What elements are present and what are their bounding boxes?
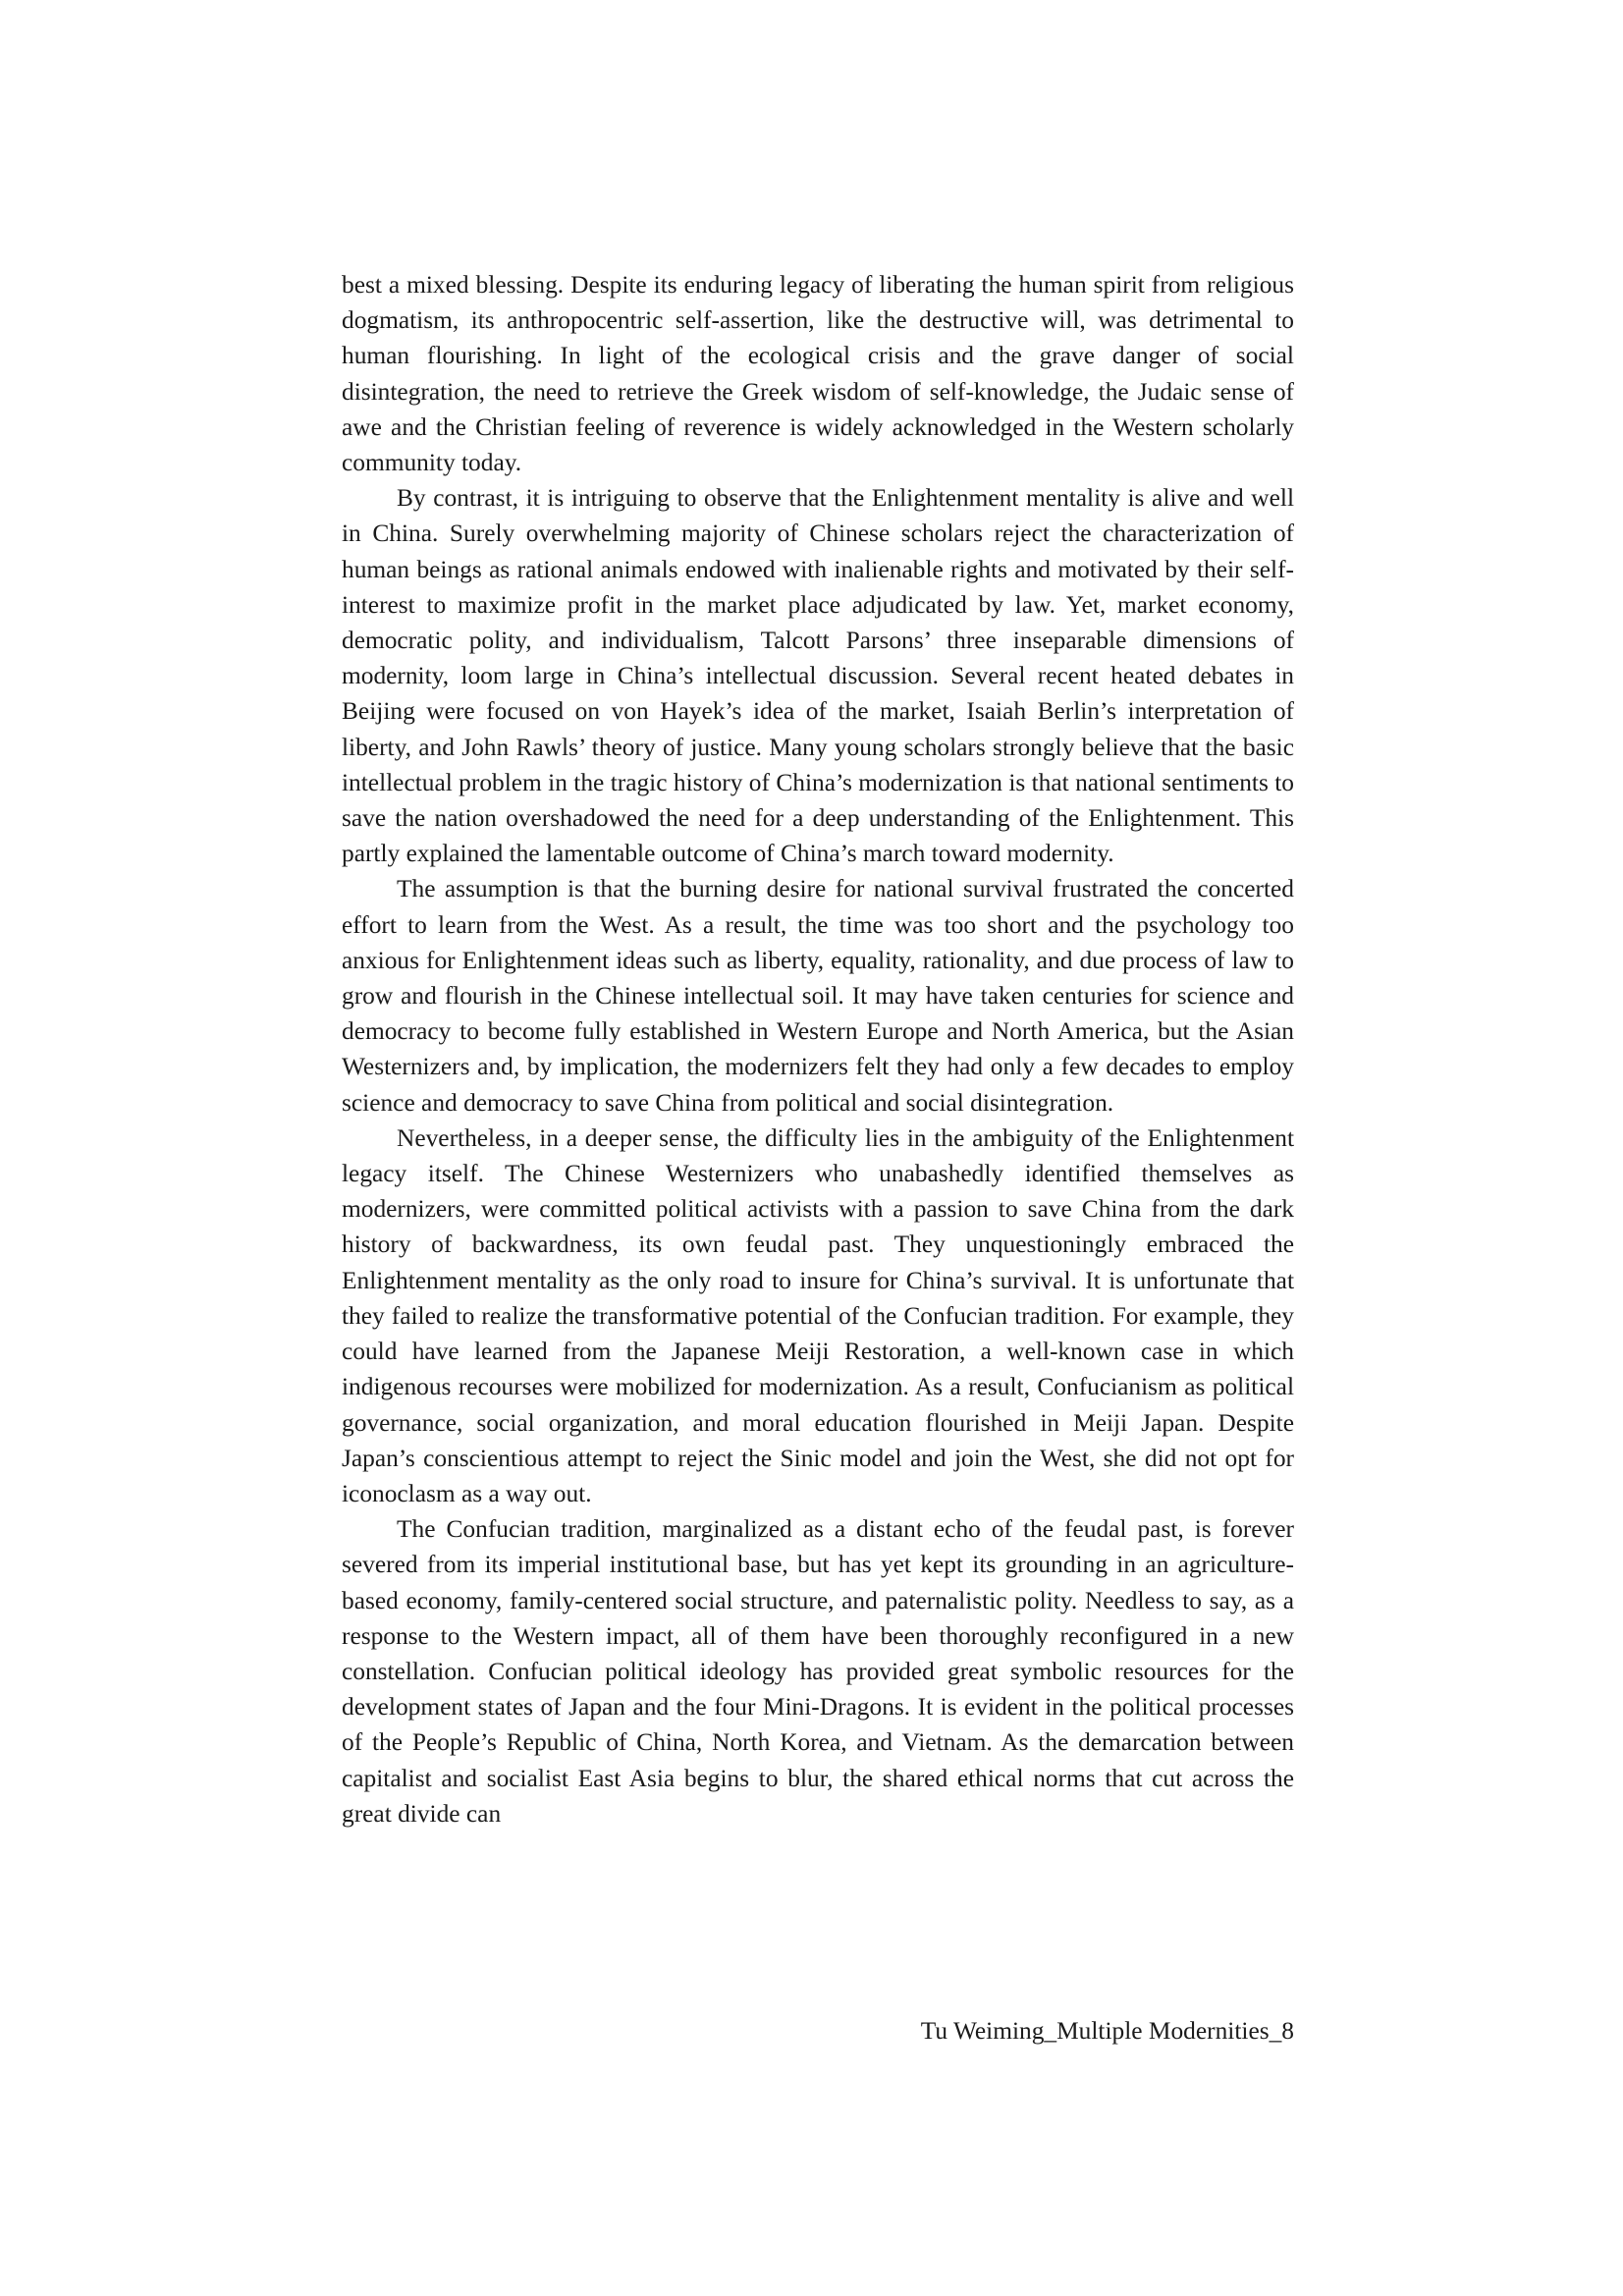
page-footer: Tu Weiming_Multiple Modernities_8	[920, 2017, 1294, 2045]
paragraph-nevertheless: Nevertheless, in a deeper sense, the difficulty lies in the ambiguity of the Enlightenment legacy itself. The Chinese Westernizers who unabashedly identified themselves as modernizers, were committed political activists with a passion to save China from the dark history of backwardness, its own feudal past. They unquestioningly embraced the Enlightenment mentality as the only road to insure for China’s survival. It is unfortunate that they failed to realize the transformative potential of the Confucian tradition. For example, they could have learned from the Japanese Meiji Restoration, a well-known case in which indigenous recourses were mobilized for modernization. As a result, Confucianism as political governance, social organization, and moral education flourished in Meiji Japan. Despite Japan’s conscientious attempt to reject the Sinic model and join the West, she did not opt for iconoclasm as a way out.	[342, 1123, 1294, 1507]
paragraph-assumption: The assumption is that the burning desire for national survival frustrated the concerted effort to learn from the West. As a result, the time was too short and the psychology too anxious for Enlightenment ideas such as liberty, equality, rationality, and due process of law to grow and flourish in the Chinese intellectual soil. It may have taken centuries for science and democracy to become fully established in Western Europe and North America, but the Asian Westernizers and, by implication, the modernizers felt they had only a few decades to employ science and democracy to save China from political and social disintegration.	[342, 875, 1294, 1117]
paragraph-continuation: best a mixed blessing. Despite its enduring legacy of liberating the human spirit from religious dogmatism, its anthropocentric self-assertion, like the destructive will, was detrimental to human flourishing. In light of the ecological crisis and the grave danger of social disintegration, the need to retrieve the Greek wisdom of self-knowledge, the Judaic sense of awe and the Christian feeling of reverence is widely acknowledged in the Western scholarly community today.	[342, 271, 1294, 477]
paragraph-confucian-tradition: The Confucian tradition, marginalized as a distant echo of the feudal past, is forever severed from its imperial institutional base, but has yet kept its grounding in an agriculture-based economy, family-centered social structure, and paternalistic polity. Needless to say, as a response to the Western impact, all of them have been thoroughly reconfigured in a new constellation. Confucian political ideology has provided great symbolic resources for the development states of Japan and the four Mini-Dragons. It is evident in the political processes of the People’s Republic of China, North Korea, and Vietnam. As the demarcation between capitalist and socialist East Asia begins to blur, the shared ethical norms that cut across the great divide can	[342, 1515, 1294, 1828]
body-text	[342, 267, 1294, 1831]
paragraph-by-contrast: By contrast, it is intriguing to observe that the Enlightenment mentality is alive and well in China. Surely overwhelming majority of Chinese scholars reject the characterization of human beings as rational animals endowed with inalienable rights and motivated by their self-interest to maximize profit in the market place adjudicated by law. Yet, market economy, democratic polity, and individualism, Talcott Parsons’ three inseparable dimensions of modernity, loom large in China’s intellectual discussion. Several recent heated debates in Beijing were focused on von Hayek’s idea of the market, Isaiah Berlin’s interpretation of liberty, and John Rawls’ theory of justice. Many young scholars strongly believe that the basic intellectual problem in the tragic history of China’s modernization is that national sentiments to save the nation overshadowed the need for a deep understanding of the Enlightenment. This partly explained the lamentable outcome of China’s march toward modernity.	[342, 484, 1294, 868]
